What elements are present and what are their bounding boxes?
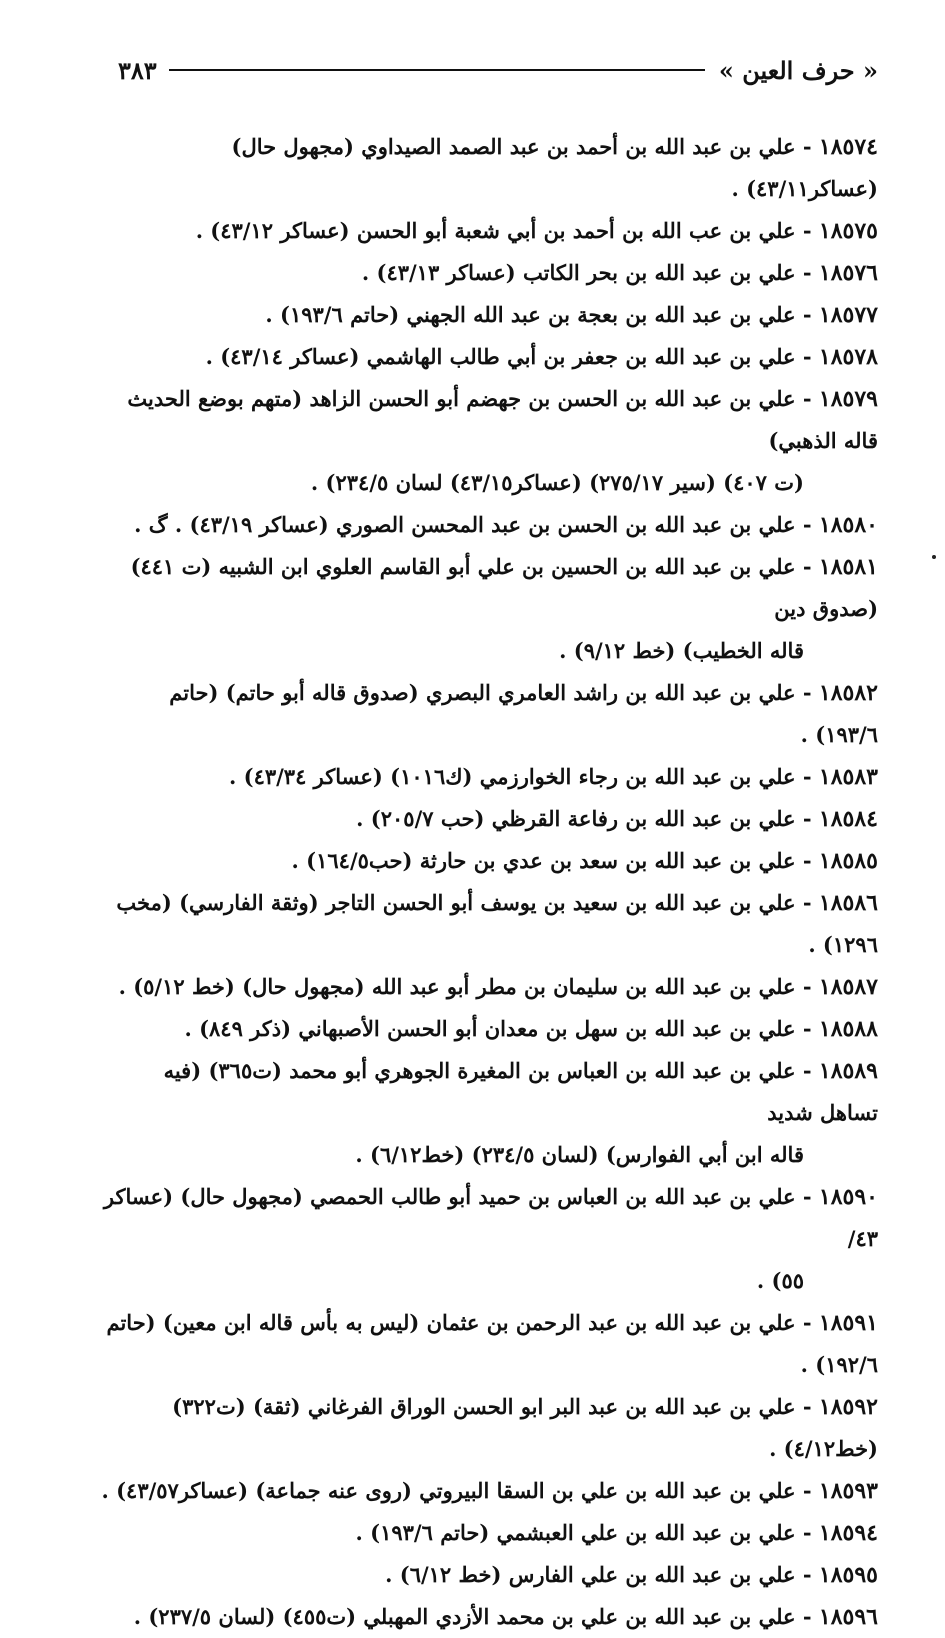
entry — [100, 1176, 878, 1302]
entry-text: - علي بن عبد الله بن أحمد بن عبد الصمد الصيداوي (مجهول حال) (عساكر٤٣/١١) . — [231, 134, 878, 201]
entry — [100, 336, 878, 378]
entry-text: - علي بن عبد الله بن الحسن بن جهضم أبو الحسن الزاهد (متهم بوضع الحديث قاله الذهبي) — [127, 386, 878, 453]
entry-number: ١٨٥٩٢ — [818, 1394, 878, 1420]
entry-number: ١٨٥٧٧ — [818, 302, 878, 328]
entry-number: ١٨٥٩٣ — [818, 1478, 878, 1504]
entry-line — [100, 672, 878, 756]
entry — [100, 1008, 878, 1050]
entry-number: ١٨٥٨٥ — [818, 848, 878, 874]
entry-continuation: قاله الخطيب) (خط ٩/١٢) . — [559, 638, 804, 663]
entry-line — [100, 1596, 878, 1638]
entry-line — [100, 210, 878, 252]
entry-line — [100, 126, 878, 210]
entry — [100, 294, 878, 336]
entry-text: - علي بن عبد الله بن علي الفارس (خط ٦/١٢) . — [385, 1562, 819, 1587]
entry-text: - علي بن عبد الله بن رجاء الخوارزمي (ك١٠١٦) (عساكر ٤٣/٣٤) . — [229, 764, 819, 789]
entry-line — [100, 882, 878, 966]
entry-text: - علي بن عبد الله بن بعجة بن عبد الله الجهني (حاتم ١٩٣/٦) . — [265, 302, 819, 327]
entry-number: ١٨٥٨٧ — [818, 974, 878, 1000]
entry-number: ١٨٥٧٥ — [818, 218, 878, 244]
entry-number: ١٨٥٩٥ — [818, 1562, 878, 1588]
entry-text: - علي بن عبد الله بن راشد العامري البصري (صدوق قاله أبو حاتم) (حاتم ١٩٣/٦) . — [169, 680, 878, 747]
entry-text: - علي بن عبد الله بن العباس بن حميد أبو طالب الحمصي (مجهول حال) (عساكر ٤٣/ — [103, 1184, 878, 1251]
entry-line — [100, 1386, 878, 1470]
entry-line — [100, 1470, 878, 1512]
entry-line — [100, 504, 878, 546]
entry-text: - علي بن عبد الله بن علي بن السقا البيروتي (روى عنه جماعة) (عساكر٤٣/٥٧) . — [101, 1478, 819, 1503]
entry-text: - علي بن عب الله بن أحمد بن أبي شعبة أبو الحسن (عساكر ٤٣/١٢) . — [195, 218, 819, 243]
entry-continuation: (ت ٤٠٧) (سير ٢٧٥/١٧) (عساكر٤٣/١٥) لسان ٢٣٤/٥) . — [310, 470, 804, 495]
entry-number: ١٨٥٩٤ — [818, 1520, 878, 1546]
entry-number: ١٨٥٨٠ — [818, 512, 878, 538]
entry-number: ١٨٥٩٠ — [818, 1184, 878, 1210]
entry-number: ١٨٥٧٨ — [818, 344, 878, 370]
entry-line — [100, 294, 878, 336]
entry-line — [100, 1008, 878, 1050]
entry-line — [100, 1512, 878, 1554]
entry — [100, 504, 878, 546]
entry — [100, 210, 878, 252]
entry-line — [100, 252, 878, 294]
entry-number: ١٨٥٧٦ — [818, 260, 878, 286]
entry-number: ١٨٥٨٣ — [818, 764, 878, 790]
entry — [100, 966, 878, 1008]
entry-text: - علي بن عبد الله بن رفاعة القرظي (حب ٢٠٥/٧) . — [356, 806, 819, 831]
page-header — [118, 50, 878, 90]
entry — [100, 1512, 878, 1554]
entry-number: ١٨٥٩٦ — [818, 1604, 878, 1630]
entry-line — [100, 1176, 878, 1260]
entry-text: - علي بن عبد الله بن العباس بن المغيرة الجوهري أبو محمد (ت٣٦٥) (فيه تساهل شديد — [163, 1058, 878, 1125]
entry-number: ١٨٥٨٢ — [818, 680, 878, 706]
entry-continuation: ٥٥) . — [756, 1268, 804, 1293]
entry — [100, 882, 878, 966]
entry-number: ١٨٥٨٦ — [818, 890, 878, 916]
entry — [100, 1050, 878, 1176]
entry — [100, 1596, 878, 1638]
entry — [100, 1470, 878, 1512]
entry-text: - علي بن عبد الله بن بحر الكاتب (عساكر ٤٣/١٣) . — [361, 260, 819, 285]
entry-text: - علي بن عبد الله بن علي بن محمد الأزدي المهبلي (ت٤٥٥) (لسان ٢٣٧/٥) . — [133, 1604, 819, 1629]
entry-line — [100, 1302, 878, 1386]
chapter-title: « حرف العين » — [718, 55, 878, 85]
entry-line — [100, 1554, 878, 1596]
entry — [100, 378, 878, 504]
page-number: ٣٨٣ — [118, 55, 157, 85]
margin-dot — [932, 555, 936, 559]
entry-line — [100, 756, 878, 798]
header-rule — [169, 69, 705, 71]
entry-number: ١٨٥٧٤ — [818, 134, 878, 160]
entry — [100, 546, 878, 672]
entry-number: ١٨٥٨٤ — [818, 806, 878, 832]
entry — [100, 672, 878, 756]
entry-text: - علي بن عبد الله بن عبد الرحمن بن عثمان (ليس به بأس قاله ابن معين) (حاتم ١٩٢/٦) . — [106, 1310, 878, 1377]
entry — [100, 1302, 878, 1386]
entry — [100, 126, 878, 210]
entry-text: - علي بن عبد الله بن جعفر بن أبي طالب الهاشمي (عساكر ٤٣/١٤) . — [205, 344, 819, 369]
entry — [100, 798, 878, 840]
entry-line — [100, 798, 878, 840]
entry-number: ١٨٥٨١ — [818, 554, 878, 580]
entry — [100, 840, 878, 882]
entry-text: - علي بن عبد الله بن سعد بن عدي بن حارثة (حب١٦٤/٥) . — [291, 848, 819, 873]
entry-line — [100, 966, 878, 1008]
entry-line — [100, 840, 878, 882]
entry-text: - علي بن عبد الله بن سعيد بن يوسف أبو الحسن التاجر (وثقة الفارسي) (مخب ١٢٩٦) . — [116, 890, 878, 957]
entry-continuation: قاله ابن أبي الفوارس) (لسان ٢٣٤/٥) (خط٦/١٢) . — [355, 1142, 804, 1167]
entry-number: ١٨٥٨٩ — [818, 1058, 878, 1084]
entry-text: - علي بن عبد الله بن الحسين بن علي أبو القاسم العلوي ابن الشبيه (ت ٤٤١) (صدوق دين — [130, 554, 878, 621]
entry — [100, 756, 878, 798]
entry-line — [100, 336, 878, 378]
entry — [100, 1386, 878, 1470]
entry-line — [100, 378, 878, 462]
entry-text: - علي بن عبد الله بن سهل بن معدان أبو الحسن الأصبهاني (ذكر ٨٤٩) . — [184, 1016, 819, 1041]
entry-line — [100, 546, 878, 630]
entry-text: - علي بن عبد الله بن الحسن بن عبد المحسن الصوري (عساكر ٤٣/١٩) . گ . — [134, 512, 819, 537]
entry-text: - علي بن عبد الله بن عبد البر ابو الحسن الوراق الفرغاني (ثقة) (ت٣٢٢) (خط٤/١٢) . — [172, 1394, 878, 1461]
entry — [100, 252, 878, 294]
entry-text: - علي بن عبد الله بن علي العبشمي (حاتم ١٩٣/٦) . — [355, 1520, 819, 1545]
entry-text: - علي بن عبد الله بن سليمان بن مطر أبو عبد الله (مجهول حال) (خط ٥/١٢) . — [118, 974, 819, 999]
entry-number: ١٨٥٩١ — [818, 1310, 878, 1336]
entry — [100, 1554, 878, 1596]
entry-number: ١٨٥٧٩ — [818, 386, 878, 412]
entry-number: ١٨٥٨٨ — [818, 1016, 878, 1042]
entry-line — [100, 1050, 878, 1134]
entry-list — [100, 126, 878, 1638]
